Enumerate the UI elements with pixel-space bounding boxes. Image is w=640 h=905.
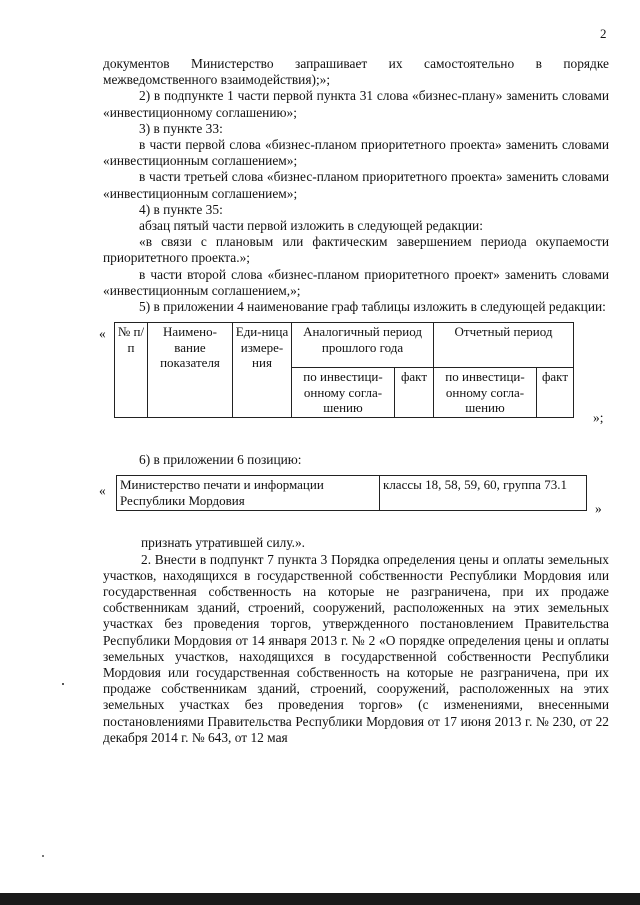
subheader-prev-invest: по инвестици-онному согла-шению xyxy=(292,368,395,418)
document-body xyxy=(99,56,609,746)
paragraph-item-3: 3) в пункте 33: xyxy=(139,120,223,136)
header-report-period: Отчетный период xyxy=(434,323,574,368)
position-table xyxy=(116,475,587,511)
columns-table-block xyxy=(99,322,609,432)
header-unit: Еди-ница измере-ния xyxy=(233,323,292,418)
paragraph-item-6: 6) в приложении 6 позицию: xyxy=(139,452,302,468)
paragraph-void: признать утратившей силу.». xyxy=(141,535,306,551)
paragraph-part-first: в части первой слова «бизнес-планом приоритетного проекта» заменить словами «инвестиционным соглашением»; xyxy=(103,137,609,169)
columns-table xyxy=(114,322,574,418)
paragraph-abzac: абзац пятый части первой изложить в следующей редакции: xyxy=(139,218,483,234)
paragraph-continuation: документов Министерство запрашивает их самостоятельно в порядке межведомственного взаимодействия);»; xyxy=(103,56,609,88)
header-name: Наимено-вание показателя xyxy=(148,323,233,418)
paragraph-item-2: 2) в подпункте 1 части первой пункта 31 слова «бизнес-плану» заменить словами «инвестиционному соглашению»; xyxy=(103,88,609,120)
scan-bottom-edge xyxy=(0,893,640,905)
cell-classes: классы 18, 58, 59, 60, группа 73.1 xyxy=(380,476,587,511)
position-table-block xyxy=(99,475,609,519)
cell-organization: Министерство печати и информации Республики Мордовия xyxy=(117,476,380,511)
paragraph-item-4: 4) в пункте 35: xyxy=(139,201,223,217)
spacer xyxy=(103,432,609,452)
paragraph-part-second: в части второй слова «бизнес-планом приоритетного проект» заменить словами «инвестиционным соглашением,»; xyxy=(103,266,609,298)
scan-speck xyxy=(62,683,64,685)
open-quote: « xyxy=(99,483,106,499)
close-quote: » xyxy=(595,501,602,517)
close-quote: »; xyxy=(593,410,604,426)
paragraph-quote: «в связи с плановым или фактическим завершением периода окупаемости приоритетного проекта.»; xyxy=(103,234,609,266)
subheader-report-fact: факт xyxy=(537,368,574,418)
header-prev-period: Аналогичный период прошлого года xyxy=(292,323,434,368)
page-number: 2 xyxy=(600,26,607,41)
header-num: № п/п xyxy=(115,323,148,418)
paragraph-part-third: в части третьей слова «бизнес-планом приоритетного проекта» заменить словами «инвестиционным соглашением»; xyxy=(103,169,609,201)
paragraph-section-2: 2. Внести в подпункт 7 пункта 3 Порядка определения цены и оплаты земельных участков, находящихся в государственной собственности Республики Мордовия или государственная собственность на которые не разграничена, при их продаже собственникам зданий, строений, сооружений, расположенных на этих земельных участках без проведения торгов, утвержденного постановлением Правительства Республики Мордовия от 14 января 2013 г. № 2 «О порядке определения цены и оплаты земельных участков, находящихся в государственной собственности Республики Мордовия или государственная собственность на которые не разграничена, при их продаже собственникам зданий, строений, сооружений, расположенных на этих земельных участках без проведения торгов» (с изменениями, внесенными постановлениями Правительства Республики Мордовия от 17 июня 2013 г. № 230, от 22 декабря 2014 г. № 643, от 12 мая xyxy=(103,551,609,745)
scan-speck xyxy=(42,855,44,857)
open-quote: « xyxy=(99,326,106,342)
paragraph-item-5: 5) в приложении 4 наименование граф таблицы изложить в следующей редакции: xyxy=(139,299,606,315)
subheader-prev-fact: факт xyxy=(395,368,434,418)
subheader-report-invest: по инвестици-онному согла-шению xyxy=(434,368,537,418)
